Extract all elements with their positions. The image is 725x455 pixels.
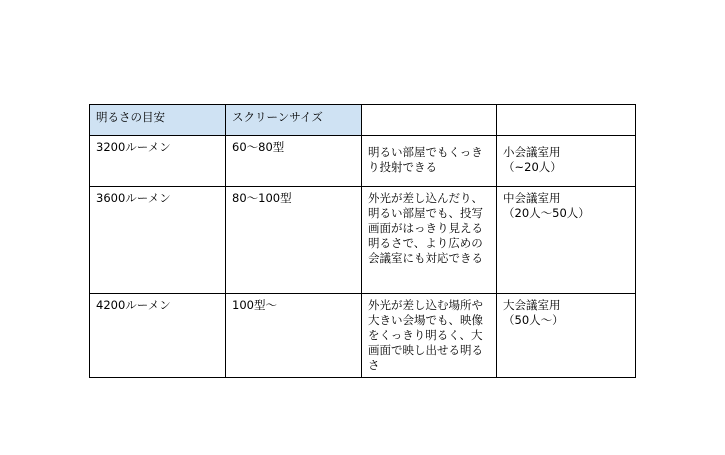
brightness-guide-table [89,104,636,378]
cell-screen-size [226,294,362,378]
header-label: 明るさの目安 [96,110,165,124]
cell-text: 外光が差し込んだり、明るい部屋でも、投写画面がはっきり見える明るさで、より広めの会議室にも対応できる [368,191,483,265]
cell-text: 中会議室用 （20人〜50人） [503,191,590,220]
cell-screen-size [226,187,362,294]
cell-lumens [90,187,226,294]
cell-text: 80〜100型 [232,191,292,205]
table-header-row [90,105,636,136]
cell-description [362,294,497,378]
table-row [90,136,636,187]
cell-text: 100型〜 [232,298,277,312]
cell-description [362,187,497,294]
header-description [362,105,497,136]
cell-text: 明るい部屋でもくっきり投射できる [368,145,483,174]
cell-lumens [90,294,226,378]
cell-text: 小会議室用 （~20人） [503,145,562,174]
cell-description [362,136,497,187]
header-screen-size [226,105,362,136]
cell-text: 60〜80型 [232,140,285,154]
cell-usage [497,294,636,378]
cell-text: 4200ルーメン [96,298,171,312]
header-brightness-guide [90,105,226,136]
cell-text: 3200ルーメン [96,140,171,154]
header-usage [497,105,636,136]
cell-lumens [90,136,226,187]
table-row [90,294,636,378]
cell-text: 3600ルーメン [96,191,171,205]
cell-text: 外光が差し込む場所や大きい会場でも、映像をくっきり明るく、大画面で映し出せる明るさ [368,298,483,372]
cell-screen-size [226,136,362,187]
cell-text: 大会議室用 （50人〜） [503,298,564,327]
header-label: スクリーンサイズ [232,110,323,124]
table-row [90,187,636,294]
cell-usage [497,136,636,187]
cell-usage [497,187,636,294]
